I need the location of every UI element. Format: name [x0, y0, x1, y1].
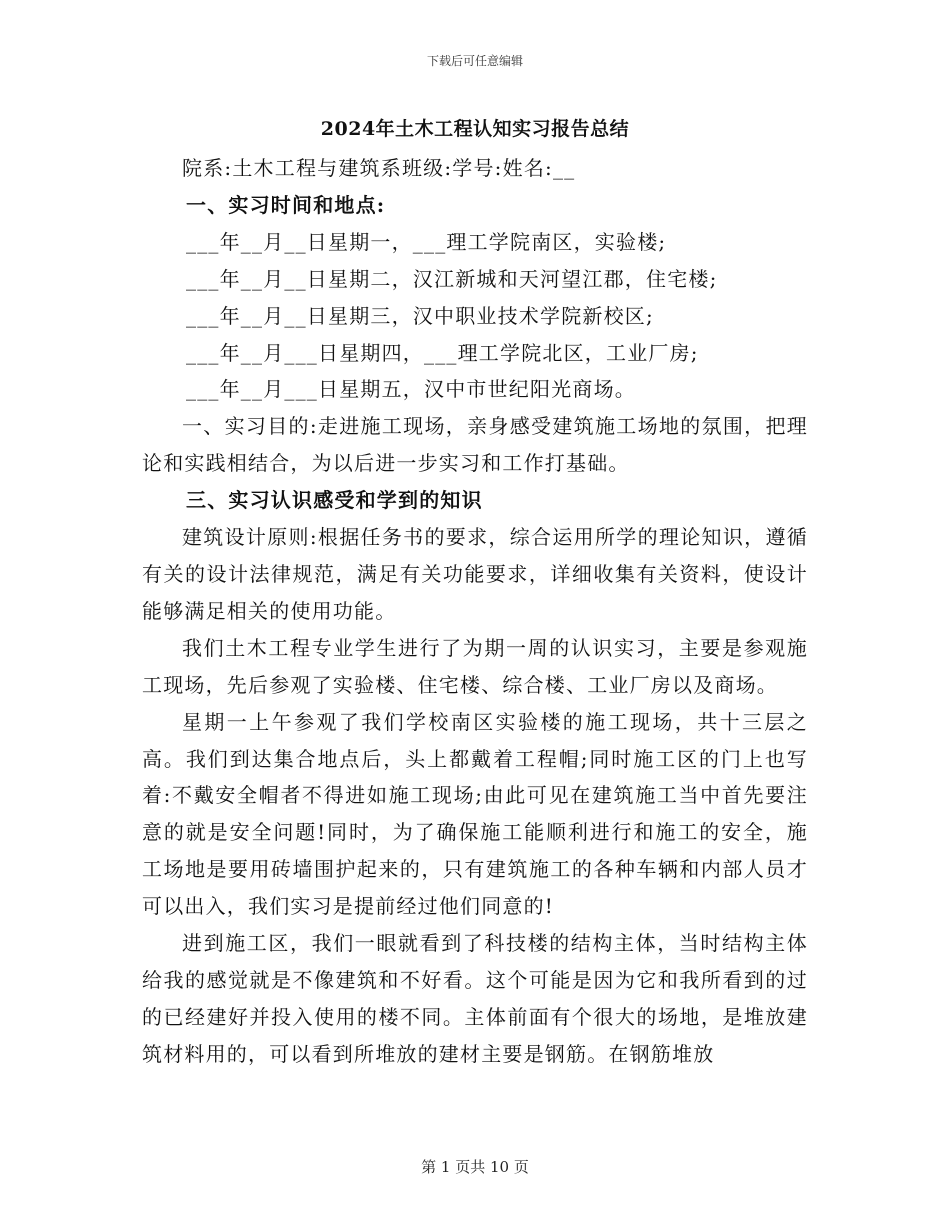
schedule-item: ___年__月___日星期四，___理工学院北区，工业厂房;: [186, 340, 699, 365]
purpose-paragraph: 一、实习目的:走进施工现场，亲身感受建筑施工场地的氛围，把理论和实践相结合，为以后进一步实习和工作打基础。: [142, 414, 808, 476]
document-title: 2024年土木工程认知实习报告总结: [320, 118, 630, 140]
body-paragraph: 星期一上午参观了我们学校南区实验楼的施工现场，共十三层之高。我们到达集合地点后，头上都戴着工程帽;同时施工区的门上也写着:不戴安全帽者不得进如施工现场;由此可见在建筑施工当中首先要注意的就是安全问题!同时，为了确保施工能顺利进行和施工的安全，施工场地是要用砖墙围护起来的，只有建筑施工的各种车辆和内部人员才可以出入，我们实习是提前经过他们同意的!: [142, 709, 808, 919]
body-paragraph: 我们土木工程专业学生进行了为期一周的认识实习，主要是参观施工现场，先后参观了实验楼、住宅楼、综合楼、工业厂房以及商场。: [142, 635, 808, 697]
body-paragraph: 建筑设计原则:根据任务书的要求，综合运用所学的理论知识，遵循有关的设计法律规范，满足有关功能要求，详细收集有关资料，使设计能够满足相关的使用功能。: [142, 525, 808, 623]
schedule-item: ___年__月__日星期三，汉中职业技术学院新校区;: [186, 303, 654, 328]
schedule-item: ___年__月__日星期一，___理工学院南区，实验楼;: [186, 229, 667, 254]
schedule-item: ___年__月___日星期五，汉中市世纪阳光商场。: [186, 377, 636, 402]
section-heading-knowledge: 三、实习认识感受和学到的知识: [186, 488, 483, 513]
body-paragraph: 进到施工区，我们一眼就看到了科技楼的结构主体，当时结构主体给我的感觉就是不像建筑和不好看。这个可能是因为它和我所看到的过的已经建好并投入使用的楼不同。主体前面有个很大的场地，是堆放建筑材料用的，可以看到所堆放的建材主要是钢筋。在钢筋堆放: [142, 931, 808, 1066]
section-heading-time-place: 一、实习时间和地点:: [186, 192, 386, 217]
document-body: [142, 150, 808, 1073]
info-line: 院系:土木工程与建筑系班级:学号:姓名:__: [182, 156, 576, 180]
page-header: 下载后可任意编辑: [426, 54, 523, 68]
schedule-item: ___年__月__日星期二，汉江新城和天河望江郡，住宅楼;: [186, 266, 718, 291]
page-footer: 第 1 页共 10 页: [421, 1158, 529, 1176]
